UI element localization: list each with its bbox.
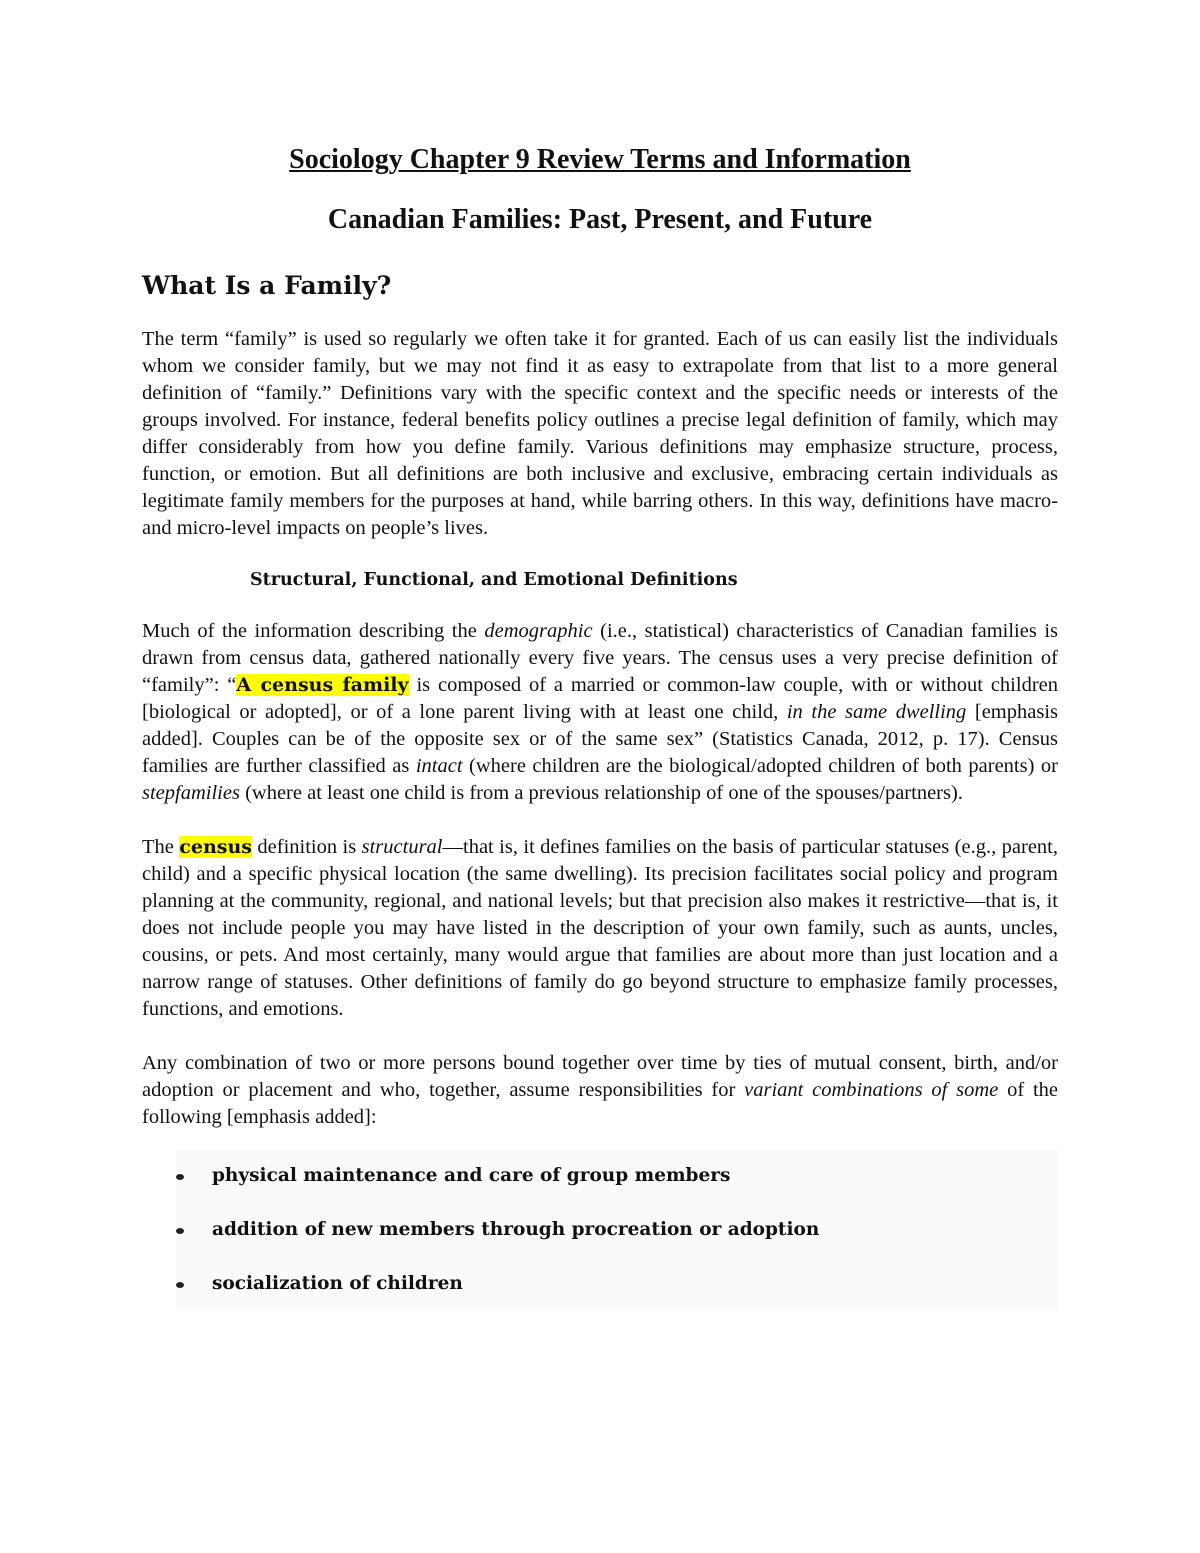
document-page [142,140,1058,1311]
italic-term: demographic [484,620,593,642]
list-item [176,1149,1058,1203]
highlighted-term: census [179,836,252,858]
paragraph-census [142,618,1058,807]
text-run: Much of the information describing the [142,620,485,642]
section-heading: What Is a Family? [142,271,392,300]
bullet-icon [176,1174,184,1180]
italic-term: structural [361,836,443,858]
italic-term: intact [415,755,463,777]
responsibilities-list [176,1149,1058,1311]
paragraph-definition [142,1050,1058,1131]
list-item-text: socialization of children [212,1273,463,1294]
text-run: definition is [251,836,362,858]
list-item [176,1203,1058,1257]
list-item-text: addition of new members through procreation or adoption [212,1219,820,1240]
text-run: —that is, it defines families on the basis of particular statuses (e.g., parent, child) and a specific physical location (the same dwelling). Its precision facilitates social policy and program planning at the community, regional, and national levels; but that precision also makes it restrictive—that is, it does not include people you may have listed in the description of your own family, such as aunts, uncles, cousins, or pets. And most certainly, many would argue that families are about more than just location and a narrow range of statuses. Other definitions of family do go beyond structure to emphasize family processes, functions, and emotions. [142,836,1058,1020]
paragraph-structural [142,834,1058,1023]
text-run: (where at least one child is from a previous relationship of one of the spouses/partners). [239,782,963,804]
italic-term: variant combinations of some [744,1079,999,1101]
document-subtitle: Canadian Families: Past, Present, and Future [327,204,873,235]
text-run: The [142,836,180,858]
text-run: is composed of a married or common-law couple, with or without children [biological or adopted], or of a lone parent living with at least one child, [142,674,1058,723]
text-run: (i.e., statistical) characteristics of Canadian families is drawn from census data, gathered nationally every five years. The census uses a very precise definition of “family”: “ [142,620,1059,696]
text-run: (where children are the biological/adopted children of both parents) or [462,755,1059,777]
text-run: [emphasis added]. Couples can be of the opposite sex or of the same sex” (Statistics Canada, 2012, p. 17). Census families are further classified as [142,701,1059,777]
bullet-icon [176,1282,184,1288]
text-run: of the following [emphasis added]: [142,1079,1058,1128]
italic-term: stepfamilies [142,782,240,804]
highlighted-term: A census family [236,674,409,696]
subsection-heading: Structural, Functional, and Emotional Definitions [250,570,738,590]
italic-term: in the same dwelling [786,701,967,723]
text-run: Any combination of two or more persons bound together over time by ties of mutual consent, birth, and/or adoption or placement and who, together, assume responsibilities for [142,1052,1058,1101]
paragraph-intro: The term “family” is used so regularly we often take it for granted. Each of us can easily list the individuals whom we consider family, but we may not find it as easy to extrapolate from that list to a more general definition of “family.” Definitions vary with the specific context and the specific needs or interests of the groups involved. For instance, federal benefits policy outlines a precise legal definition of family, which may differ considerably from how you define family. Various definitions may emphasize structure, process, function, or emotion. But all definitions are both inclusive and exclusive, embracing certain individuals as legitimate family members for the purposes at hand, while barring others. In this way, definitions have macro- and micro-level impacts on people’s lives. [142,328,1058,539]
list-item-text: physical maintenance and care of group members [212,1165,731,1186]
bullet-icon [176,1228,184,1234]
document-title: Sociology Chapter 9 Review Terms and Information [289,144,911,175]
list-item [176,1257,1058,1311]
